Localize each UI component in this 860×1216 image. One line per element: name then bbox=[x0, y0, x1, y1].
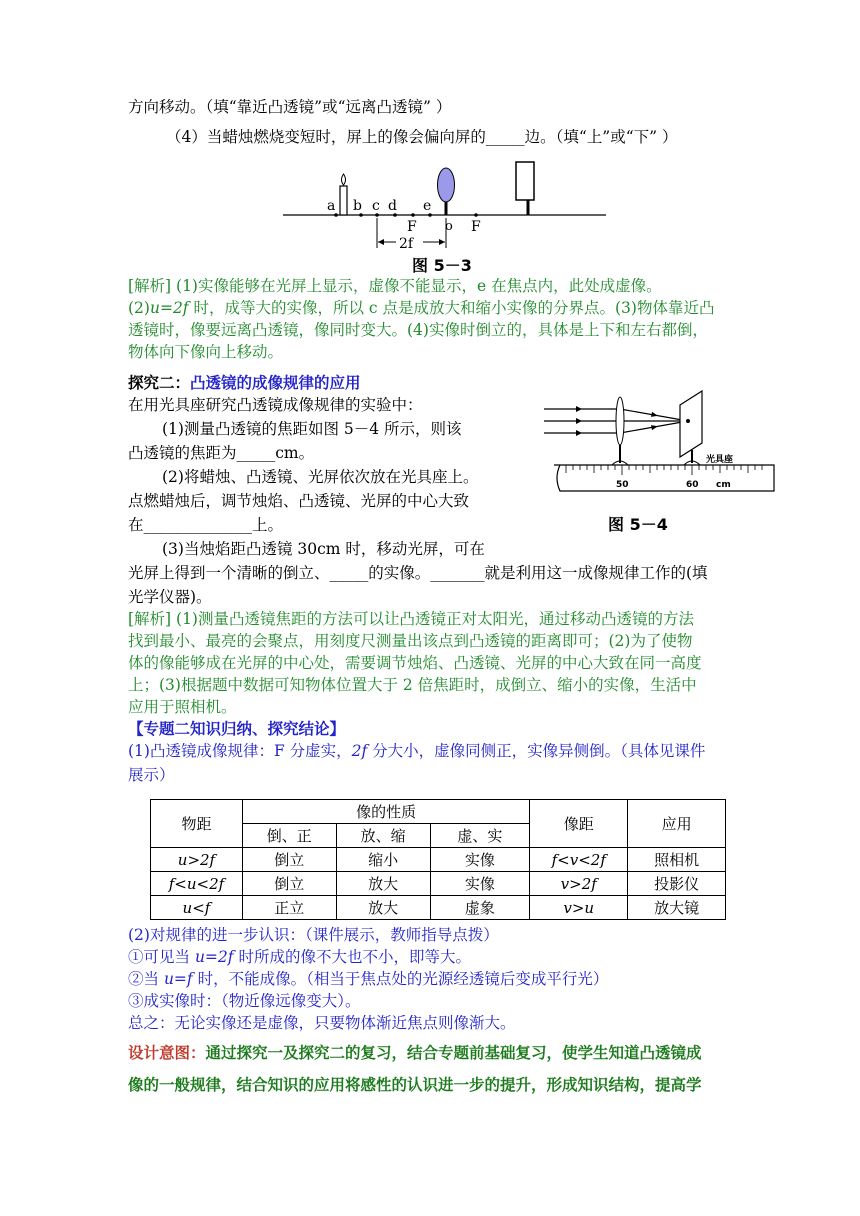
table-row: u<f 正立 放大 虚象 v>u 放大镜 bbox=[151, 896, 726, 920]
analysis-line: 应用于照相机。 bbox=[128, 698, 237, 716]
header-sub: 放、缩 bbox=[336, 824, 430, 848]
rule-line: 展示） bbox=[128, 766, 175, 784]
point-o: o bbox=[445, 219, 453, 234]
table-row: f<u<2f 倒立 放大 实像 v>2f 投影仪 bbox=[151, 872, 726, 896]
point-b: b bbox=[353, 198, 362, 214]
point-e: e bbox=[423, 198, 432, 214]
summary-heading: 【专题二知识归纳、探究结论】 bbox=[128, 719, 346, 738]
two-f-label: 2f bbox=[399, 236, 414, 252]
header-sub: 虚、实 bbox=[430, 824, 530, 848]
text-line: 凸透镜的焦距为_____cm。 bbox=[128, 444, 315, 462]
text-line: 在______________上。 bbox=[128, 516, 284, 534]
header-object-distance: 物距 bbox=[151, 800, 243, 848]
point-c: c bbox=[372, 198, 380, 214]
figure-5-3 bbox=[280, 160, 610, 260]
analysis-line: 透镜时，像要远离凸透镜，像同时变大。(4)实像时倒立的，具体是上下和左右都倒， bbox=[128, 321, 708, 339]
rule-line: (1)凸透镜成像规律：F 分虚实，2f 分大小，虚像同侧正，实像异侧倒。（具体见课件 bbox=[128, 742, 706, 760]
text-line: (2)将蜡烛、凸透镜、光屏依次放在光具座上。 bbox=[162, 468, 479, 486]
further-line: 总之：无论实像还是虚像，只要物体渐近焦点则像渐大。 bbox=[128, 1014, 516, 1032]
header-image-distance: 像距 bbox=[530, 800, 628, 848]
analysis-line: 体的像能够成在光屏的中心处，需要调节烛焰、凸透镜、光屏的中心大致在同一高度 bbox=[128, 654, 702, 672]
text-line: (3)当烛焰距凸透镜 30cm 时，移动光屏，可在 bbox=[162, 540, 485, 558]
tick-50: 50 bbox=[616, 480, 629, 490]
further-line: ①可见当 u=2f 时所成的像不大也不小，即等大。 bbox=[128, 948, 471, 966]
point-d: d bbox=[388, 198, 397, 214]
header-sub: 倒、正 bbox=[242, 824, 336, 848]
further-line: ③成实像时：（物近像远像变大）。 bbox=[128, 992, 361, 1010]
tick-60: 60 bbox=[686, 480, 699, 490]
text-line: 光学仪器)。 bbox=[128, 588, 212, 606]
text-line: 在用光具座研究凸透镜成像规律的实验中： bbox=[128, 396, 423, 414]
design-intent: 设计意图：通过探究一及探究二的复习，结合专题前基础复习，使学生知道凸透镜成 bbox=[128, 1043, 702, 1062]
analysis-line: 上；(3)根据题中数据可知物体位置大于 2 倍焦距时，成倒立、缩小的实像，生活中 bbox=[128, 676, 697, 694]
header-application: 应用 bbox=[628, 800, 726, 848]
design-intent: 像的一般规律，结合知识的应用将感性的认识进一步的提升，形成知识结构，提高学 bbox=[128, 1075, 702, 1094]
unit-label: cm bbox=[716, 480, 731, 490]
analysis-line: [解析] (1)测量凸透镜焦距的方法可以让凸透镜正对太阳光，通过移动凸透镜的方法 bbox=[128, 610, 694, 628]
figure-5-4 bbox=[540, 385, 780, 500]
table-row: u>2f 倒立 缩小 实像 f<v<2f 照相机 bbox=[151, 848, 726, 872]
point-a: a bbox=[327, 198, 336, 214]
analysis-line: (2)u=2f 时，成等大的实像，所以 c 点是成放大和缩小实像的分界点。(3)物体靠近凸 bbox=[128, 299, 715, 317]
bench-label: 光具座 bbox=[706, 455, 734, 465]
text-line: 方向移动。（填“靠近凸透镜”或“远离凸透镜” ） bbox=[128, 98, 452, 116]
f-label-right: F bbox=[471, 219, 481, 235]
question-4: （4）当蜡烛燃烧变短时，屏上的像会偏向屏的_____边。（填“上”或“下” ） bbox=[166, 128, 678, 146]
analysis-line: 物体向下像向上移动。 bbox=[128, 343, 284, 361]
further-line: (2)对规律的进一步认识：（课件展示，教师指导点拨） bbox=[128, 926, 499, 944]
further-line: ②当 u=f 时，不能成像。（相当于焦点处的光源经透镜后变成平行光） bbox=[128, 970, 609, 988]
f-label-left: F bbox=[407, 219, 417, 235]
figure-caption: 图 5－3 bbox=[412, 256, 472, 275]
header-image-properties: 像的性质 bbox=[242, 800, 529, 824]
figure-caption: 图 5－4 bbox=[608, 515, 668, 534]
text-line: 光屏上得到一个清晰的倒立、_____的实像。_______就是利用这一成像规律工作的(填 bbox=[128, 564, 708, 582]
imaging-table bbox=[150, 799, 726, 920]
section-heading: 探究二：凸透镜的成像规律的应用 bbox=[128, 373, 361, 392]
analysis-line: [解析] (1)实像能够在光屏上显示，虚像不能显示，e 在焦点内，此处成虚像。 bbox=[128, 277, 662, 295]
text-line: (1)测量凸透镜的焦距如图 5－4 所示，则该 bbox=[162, 420, 462, 438]
analysis-line: 找到最小、最亮的会聚点，用刻度尺测量出该点到凸透镜的距离即可；(2)为了使物 bbox=[128, 632, 693, 650]
text-line: 点燃蜡烛后，调节烛焰、凸透镜、光屏的中心大致 bbox=[128, 492, 470, 510]
